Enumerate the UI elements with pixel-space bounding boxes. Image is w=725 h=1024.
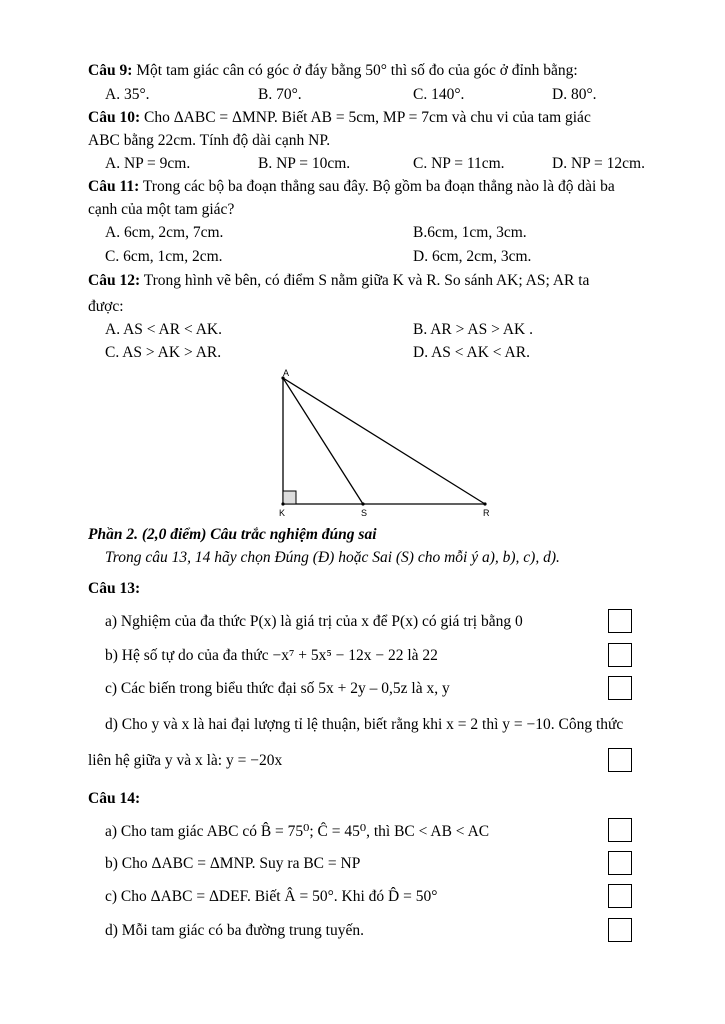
label-a: A [283,368,290,378]
q13-label: Câu 13: [88,580,141,597]
label-k: K [279,508,286,518]
q13-answer-box-b[interactable] [608,643,632,667]
q11-label: Câu 11: [88,178,140,195]
q12-option-c: C. AS > AK > AR. [105,344,222,361]
q9-stem [88,62,578,80]
part2-title: Phần 2. (2,0 điểm) Câu trắc nghiệm đúng sai [88,526,377,543]
q14-answer-box-b[interactable] [608,851,632,875]
q12-text-1: Trong hình vẽ bên, có điểm S nằm giữa K và R. So sánh AK; AS; AR ta [143,272,590,289]
q11-stem-line2: cạnh của một tam giác? [88,201,235,218]
part2-instruction: Trong câu 13, 14 hãy chọn Đúng (Đ) hoặc Sai (S) cho mỗi ý a), b), c), d). [105,549,560,566]
q13-statement-d-line1: d) Cho y và x là hai đại lượng tỉ lệ thuận, biết rằng khi x = 2 thì y = −10. Công thức [105,716,624,733]
q9-option-a: A. 35°. [105,86,150,103]
q11-option-b: B.6cm, 1cm, 3cm. [413,224,527,241]
segment-ar [283,378,485,504]
point-r [483,502,486,505]
q13-statement-b: b) Hệ số tự do của đa thức −x⁷ + 5x⁵ − 12x − 22 là 22 [105,647,438,664]
q14-statement-c: c) Cho ΔABC = ΔDEF. Biết Â = 50°. Khi đó D̂ = 50° [105,888,438,905]
label-s: S [361,508,368,518]
q12-stem-line1 [88,272,589,290]
q14-statement-d: d) Mỗi tam giác có ba đường trung tuyến. [105,922,364,939]
q12-option-d: D. AS < AK < AR. [413,344,530,361]
q13-statement-a: a) Nghiệm của đa thức P(x) là giá trị của x để P(x) có giá trị bằng 0 [105,613,523,630]
q12-option-a: A. AS < AR < AK. [105,321,222,338]
q12-stem-line2: được: [88,298,124,315]
q10-text-1: Cho ΔABC = ΔMNP. Biết AB = 5cm, MP = 7cm và chu vi của tam giác [143,109,591,126]
q11-text-1: Trong các bộ ba đoạn thẳng sau đây. Bộ gồm ba đoạn thẳng nào là độ dài ba [142,178,615,195]
q9-label: Câu 9: [88,62,133,79]
q12-label: Câu 12: [88,272,141,289]
q10-stem-line2: ABC bằng 22cm. Tính độ dài cạnh NP. [88,132,331,149]
q10-stem-line1 [88,109,591,127]
q13-answer-box-d[interactable] [608,748,632,772]
q9-text: Một tam giác cân có góc ở đáy bằng 50° thì số đo của góc ở đỉnh bằng: [136,62,578,79]
q13-statement-c: c) Các biến trong biểu thức đại số 5x + 2y – 0,5z là x, y [105,680,450,697]
label-r: R [483,508,490,518]
q14-statement-b: b) Cho ΔABC = ΔMNP. Suy ra BC = NP [105,855,361,872]
q9-option-c: C. 140°. [413,86,465,103]
q13-statement-d-line2: liên hệ giữa y và x là: y = −20x [88,752,283,769]
q10-option-c: C. NP = 11cm. [413,155,505,172]
q11-stem-line1 [88,178,615,196]
q14-statement-a: a) Cho tam giác ABC có B̂ = 75⁰; Ĉ = 45⁰, thì BC < AB < AC [105,823,490,840]
q14-answer-box-d[interactable] [608,918,632,942]
segment-as [283,378,363,504]
q14-answer-box-c[interactable] [608,884,632,908]
right-angle-mark [283,491,296,504]
q10-label: Câu 10: [88,109,141,126]
q9-option-d: D. 80°. [552,86,597,103]
q14-answer-box-a[interactable] [608,818,632,842]
q11-option-a: A. 6cm, 2cm, 7cm. [105,224,224,241]
q10-option-d: D. NP = 12cm. [552,155,645,172]
q13-answer-box-a[interactable] [608,609,632,633]
q9-option-b: B. 70°. [258,86,302,103]
point-k [281,502,284,505]
q14-label: Câu 14: [88,790,141,807]
triangle-figure [270,366,500,518]
q10-option-a: A. NP = 9cm. [105,155,191,172]
q12-option-b: B. AR > AS > AK . [413,321,533,338]
q10-option-b: B. NP = 10cm. [258,155,351,172]
q11-option-c: C. 6cm, 1cm, 2cm. [105,248,223,265]
point-s [361,502,364,505]
q11-option-d: D. 6cm, 2cm, 3cm. [413,248,532,265]
q13-answer-box-c[interactable] [608,676,632,700]
